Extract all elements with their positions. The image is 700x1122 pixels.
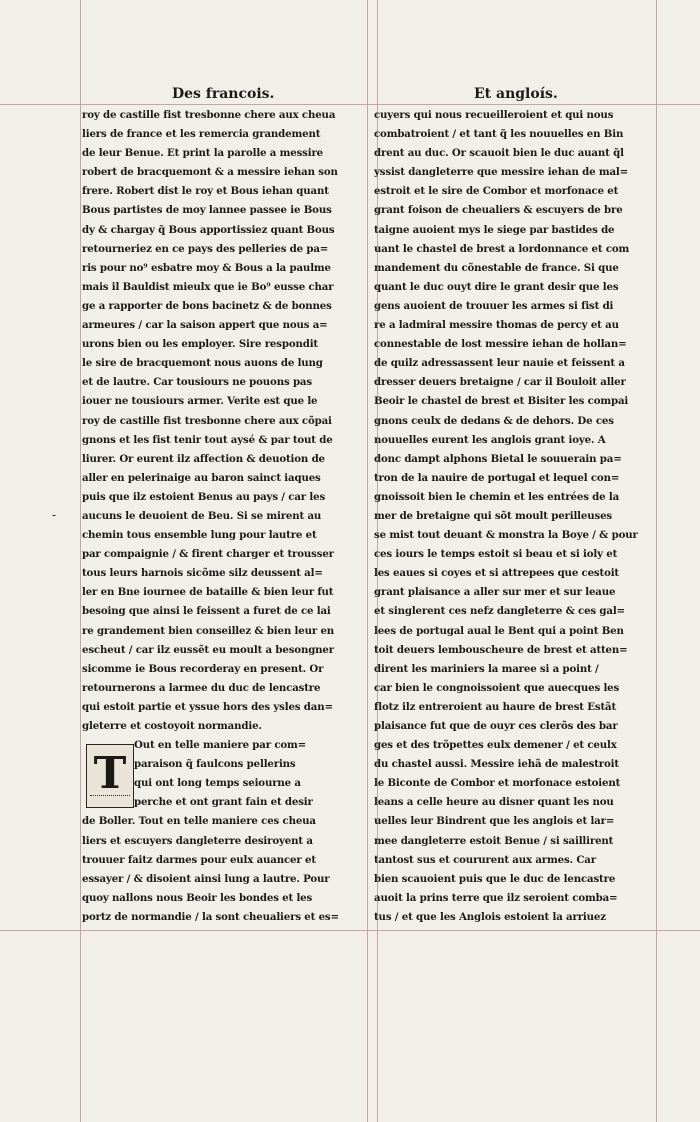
text-line: uant le chastel de brest a lordonnance et com — [374, 242, 630, 255]
text-line: urons bien ou les employer. Sire respondit — [82, 338, 318, 351]
text-line: liers et escuyers dangleterre desiroyent a — [82, 834, 313, 847]
text-line: les eaues si coyes et si attrepees que cestoit — [374, 567, 619, 580]
text-line: car bien le congnoissoient que auecques les — [374, 681, 620, 694]
text-line: drent au duc. Or scauoit bien le duc auant q̃l — [374, 147, 624, 160]
text-line: ges et des trõpettes eulx demener / et ceulx — [374, 739, 617, 752]
text-line: Out en telle maniere par com= — [134, 739, 307, 752]
text-line: dresser deuers bretaigne / car il Bouloit aller — [374, 376, 626, 389]
text-line: donc dampt alphons Bietal le souuerain pa= — [374, 452, 622, 465]
text-line: quant le duc ouyt dire le grant desir que les — [374, 280, 619, 293]
text-line: le Biconte de Combor et morfonace estoient — [374, 777, 621, 790]
text-line: gleterre et costoyoit normandie. — [82, 720, 262, 732]
text-line: tantost sus et coururent aux armes. Car — [374, 853, 596, 866]
text-line: gnons et les fist tenir tout aysé & par tout de — [82, 433, 333, 446]
text-line: de quilz adressassent leur nauie et feissent a — [374, 357, 625, 370]
left-margin-rule — [80, 0, 81, 1122]
text-line: perche et ont grant fain et desir — [134, 796, 313, 809]
text-line: ler en Bne iournee de bataille & bien leur fut — [82, 586, 334, 599]
text-line: portz de normandie / la sont cheualiers et es= — [82, 910, 339, 923]
text-line: ces iours le temps estoit si beau et si ioly et — [374, 548, 618, 561]
text-line: aller en pelerinaige au baron sainct iaques — [82, 471, 321, 484]
text-line: se mist tout deuant & monstra la Boye / & pour — [374, 529, 638, 542]
left-page-heading: Des francois. — [172, 86, 275, 102]
text-line: liurer. Or eurent ilz affection & deuotion de — [82, 452, 325, 465]
right-page-heading: Et angloís. — [474, 86, 558, 102]
text-line: du chastel aussi. Messire iehã de malestroit — [374, 758, 619, 771]
text-line: bien scauoient puis que le duc de lencastre — [374, 872, 616, 885]
text-line: quoy nallons nous Beoir les bondes et les — [82, 891, 313, 904]
text-line: paraison q̃ faulcons pellerins — [134, 758, 296, 771]
text-line: roy de castille fist tresbonne chere aux cõpai — [82, 414, 332, 427]
text-line: dy & chargay q̃ Bous apportissiez quant Bous — [82, 223, 335, 236]
text-line: mee dangleterre estoit Benue / si saillirent — [374, 834, 614, 847]
text-line: flotz ilz entreroient au haure de brest Estãt — [374, 700, 617, 713]
text-line: yssist dangleterre que messire iehan de mal= — [374, 166, 629, 179]
text-line: plaisance fut que de ouyr ces clerõs des bar — [374, 720, 618, 732]
text-line: dirent les mariniers la maree si a point / — [374, 662, 599, 675]
text-line: grant foison de cheualiers & escuyers de bre — [374, 204, 623, 217]
text-line: sicomme ie Bous recorderay en present. Or — [82, 662, 324, 675]
text-line: frere. Robert dist le roy et Bous iehan quant — [82, 185, 329, 198]
top-rule — [0, 104, 700, 105]
text-line: roy de castille fist tresbonne chere aux cheua — [82, 109, 336, 121]
right-text-column — [374, 106, 654, 927]
decorated-initial — [86, 744, 134, 808]
text-line: tus / et que les Anglois estoient la arriuez — [374, 910, 606, 923]
text-line: liers de france et les remercia grandement — [82, 128, 321, 141]
text-line: mandement du cõnestable de france. Si que — [374, 261, 619, 274]
text-line: qui ont long temps seiourne a — [134, 777, 301, 790]
text-line: armeures / car la saison appert que nous a= — [82, 319, 328, 332]
right-margin-rule — [656, 0, 657, 1122]
text-line: Beoir le chastel de brest et Bisiter les compai — [374, 395, 629, 408]
text-line: mais il Bauldist mieulx que ie Bo⁹ eusse char — [82, 280, 334, 293]
text-line: gnons ceulx de dedans & de dehors. De ces — [374, 414, 614, 427]
text-line: escheut / car ilz eussẽt eu moult a besongner — [82, 643, 334, 656]
text-line: re grandement bien conseillez & bien leur en — [82, 624, 335, 637]
text-line: de Boller. Tout en telle maniere ces cheua — [82, 815, 316, 828]
text-line: besoing que ainsi le feissent a furet de ce lai — [82, 605, 331, 618]
text-line: ris pour no⁹ esbatre moy & Bous a la paulme — [82, 261, 331, 274]
text-line: connestable de lost messire iehan de hollan= — [374, 338, 627, 351]
text-line: qui estoit partie et yssue hors des ysles dan= — [82, 700, 333, 713]
text-line: de leur Benue. Et print la parolle a messire — [82, 147, 324, 160]
text-line: par compaignie / & firent charger et trousser — [82, 548, 334, 561]
text-line: re a ladmiral messire thomas de percy et au — [374, 319, 619, 332]
text-line: le sire de bracquemont nous auons de lung — [82, 357, 323, 370]
text-line: auoit la prins terre que ilz seroient comba= — [374, 891, 618, 904]
dropcap-letter: T — [93, 748, 127, 799]
text-line: uelles leur Bindrent que les anglois et lar= — [374, 815, 615, 828]
text-line: taigne auoient mys le siege par bastides de — [374, 223, 615, 236]
text-line: retourneriez en ce pays des pelleries de pa= — [82, 242, 329, 255]
text-line: leans a celle heure au disner quant les nou — [374, 796, 614, 809]
text-line: gens auoient de trouuer les armes si fist di — [374, 299, 614, 312]
text-line: chemin tous ensemble lung pour lautre et — [82, 529, 317, 542]
text-line: tous leurs harnois sicõme silz deussent al= — [82, 567, 323, 580]
text-line: combatroient / et tant q̃ les nouuelles en Bin — [374, 128, 624, 141]
text-line: robert de bracquemont & a messire iehan son — [82, 166, 338, 179]
text-line: puis que ilz estoient Benus au pays / car les — [82, 490, 326, 503]
text-line: lees de portugal aual le Bent qui a point Ben — [374, 624, 624, 637]
text-line: nouuelles eurent les anglois grant ioye. A — [374, 433, 606, 446]
text-line: iouer ne tousiours armer. Verite est que le — [82, 395, 318, 408]
text-line: toit deuers lembouscheure de brest et atten= — [374, 643, 628, 656]
text-line: Bous partistes de moy lannee passee ie Bous — [82, 204, 332, 217]
text-line: et de lautre. Car tousiours ne pouons pas — [82, 376, 312, 389]
left-column-rule — [367, 0, 368, 1122]
text-line: ge a rapporter de bons bacinetz & de bonnes — [82, 299, 332, 312]
bottom-rule — [0, 930, 700, 931]
text-line: trouuer faitz darmes pour eulx auancer et — [82, 853, 316, 866]
text-line: retournerons a larmee du duc de lencastre — [82, 681, 321, 694]
dropcap-ornament — [90, 795, 130, 804]
text-line: tron de la nauire de portugal et lequel con= — [374, 471, 620, 484]
text-line: grant plaisance a aller sur mer et sur leaue — [374, 586, 616, 599]
text-line: essayer / & disoient ainsi lung a lautre. Pour — [82, 872, 330, 885]
text-line: et singlerent ces nefz dangleterre & ces gal= — [374, 605, 625, 618]
text-line: estroit et le sire de Combor et morfonace et — [374, 185, 619, 198]
text-line: mer de bretaigne qui sõt moult perilleuses — [374, 509, 612, 522]
text-line: aucuns le deuoient de Beu. Si se mirent au — [82, 509, 322, 522]
margin-mark: - — [52, 508, 57, 522]
text-line: cuyers qui nous recueilleroient et qui nous — [374, 109, 614, 121]
text-line: gnoissoit bien le chemin et les entrées de la — [374, 490, 620, 503]
